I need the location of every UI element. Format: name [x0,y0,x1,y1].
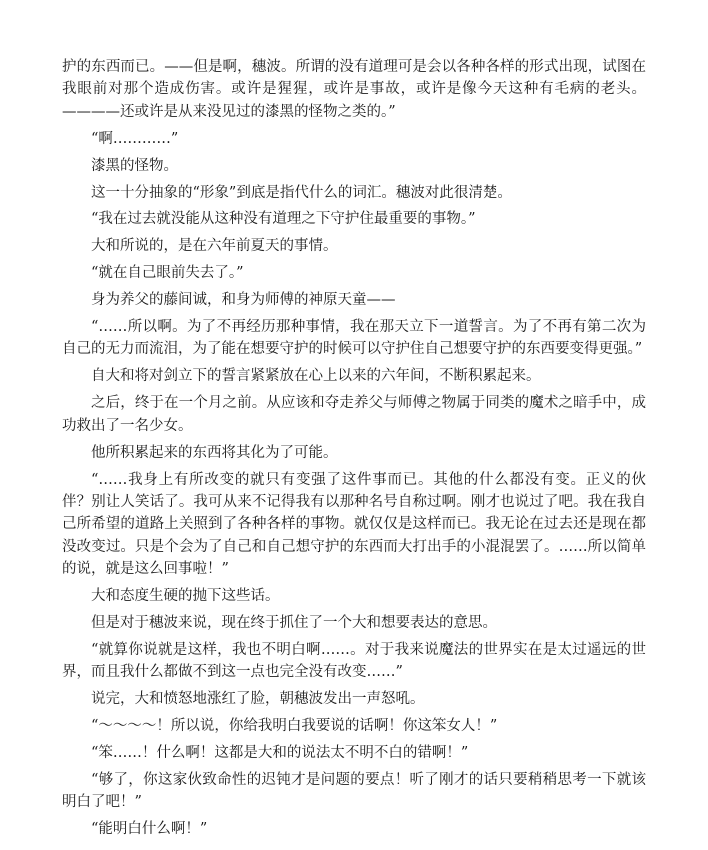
paragraph: 大和态度生硬的抛下这些话。 [91,588,280,605]
paragraph: “～～～～！所以说，你给我明白我要说的话啊！你这笨女人！” [91,718,498,735]
paragraph: “……所以啊。为了不再经历那种事情，我在那天立下一道誓言。为了不再有第二次为自己的无力而流泪，为了能在想要守护的时候可以守护住自己想要守护的东西要变得更强。” [62,319,646,358]
paragraph: “啊…………” [91,130,179,147]
paragraph: 但是对于穗波来说，现在终于抓住了一个大和想要表达的意思。 [91,614,497,631]
paragraph: 护的东西而已。——但是啊，穗波。所谓的没有道理可是会以各种各样的形式出现，试图在我眼前对那个造成伤害。或许是猩猩，或许是事故，或许是像今天这种有毛病的老头。————还或许是从来没见过的漆黑的怪物之类的。” [62,59,646,120]
paragraph: 自大和将对剑立下的誓言紧紧放在心上以来的六年间，不断积累起来。 [91,368,541,385]
paragraph: 漆黑的怪物。 [91,157,178,174]
novel-page [62,56,646,845]
paragraph: 他所积累起来的东西将其化为了可能。 [91,444,338,461]
paragraph: 大和所说的，是在六年前夏天的事情。 [91,238,338,255]
paragraph: 之后，终于在一个月之前。从应该和夺走养父与师傅之物属于同类的魔术之暗手中，成功救出了一名少女。 [62,395,646,434]
paragraph: 说完，大和愤怒地涨红了脸，朝穗波发出一声怒吼。 [91,691,425,708]
paragraph: “我在过去就没能从这种没有道理之下守护住最重要的事物。” [91,211,476,228]
paragraph: 身为养父的藤间诚，和身为师傅的神原天童—— [91,292,396,309]
paragraph: “能明白什么啊！” [91,821,208,838]
paragraph: “……我身上有所改变的就只有变强了这件事而已。其他的什么都没有变。正义的伙伴？别让人笑话了。我可从来不记得我有以那种名号自称过啊。刚才也说过了吧。我在我自己所希望的道路上关照到了各种各样的事物。就仅仅是这样而已。我无论在过去还是现在都没改变过。只是个会为了自己和自己想守护的东西而大打出手的小混混罢了。……所以简单的说，就是这么回事啦！” [62,471,646,578]
paragraph: “笨……！什么啊！这都是大和的说法太不明不白的错啊！” [91,744,469,761]
paragraph: “就在自己眼前失去了。” [91,265,244,282]
paragraph: “够了，你这家伙致命性的迟钝才是问题的要点！听了刚才的话只要稍稍思考一下就该明白了吧！” [62,771,646,811]
paragraph: 这一十分抽象的“形象”到底是指代什么的词汇。穗波对此很清楚。 [91,184,512,201]
paragraph: “就算你说就是这样，我也不明白啊……。对于我来说魔法的世界实在是太过遥远的世界，而且我什么都做不到这一点也完全没有改变……” [62,641,646,681]
